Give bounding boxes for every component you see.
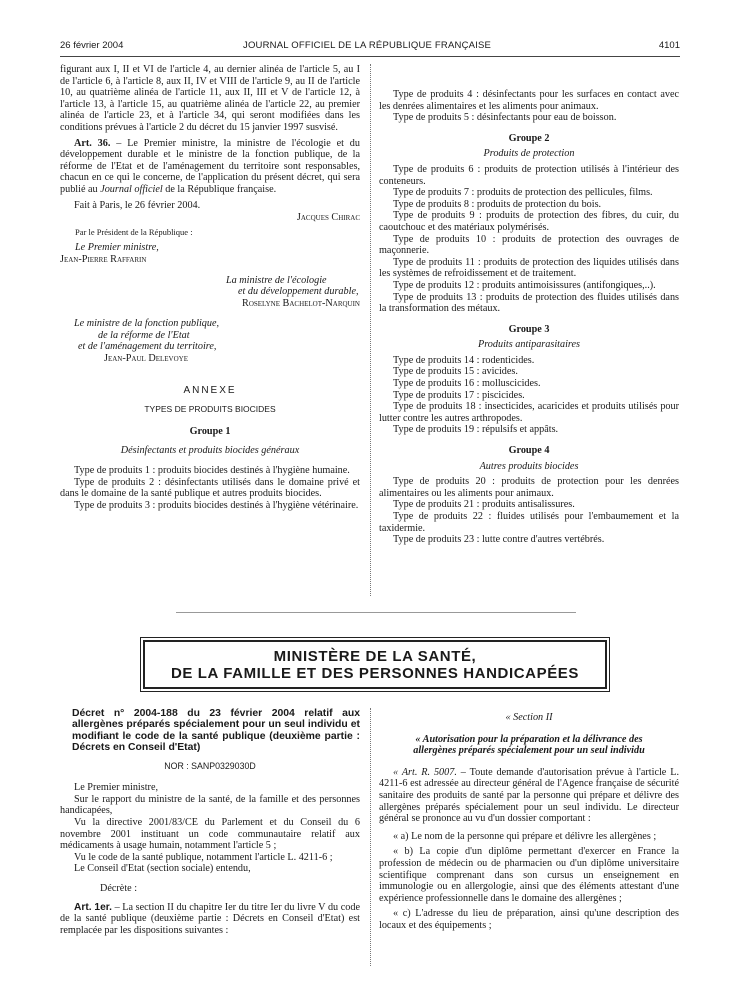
list-item: Type de produits 5 : désinfectants pour eau de boisson. (393, 112, 617, 124)
ministry-heading-box (143, 640, 607, 689)
list-item: Type de produits 10 : produits de protection des ouvrages de maçonnerie. (379, 233, 679, 257)
paragraph: Le Conseil d'Etat (section sociale) entendu, (74, 863, 251, 875)
page-header (60, 40, 680, 54)
annexe-heading: ANNEXE (183, 384, 237, 396)
group-2-subheading: Produits de protection (483, 148, 575, 160)
list-item: « a) Le nom de la personne qui prépare et délivre les allergènes ; (393, 830, 657, 842)
list-item: Type de produits 22 : fluides utilisés pour l'embaumement et la taxidermie. (379, 511, 679, 534)
bottom-right-column (379, 712, 679, 932)
group-4-subheading: Autres produits biocides (479, 460, 579, 472)
list-item: Type de produits 8 : produits de protection du bois. (393, 198, 602, 210)
ministry-line-2: DE LA FAMILLE ET DES PERSONNES HANDICAPÉES (170, 665, 580, 682)
list-item: « c) L'adresse du lieu de préparation, ainsi qu'une description des locaux et des équipements ; (379, 908, 679, 931)
list-item: Type de produits 3 : produits biocides destinés à l'hygiène vétérinaire. (74, 499, 359, 511)
list-item: Type de produits 19 : répulsifs et appâts. (393, 424, 559, 436)
pm-name: Jean-Pierre Raffarin (60, 253, 147, 265)
section-divider (176, 612, 576, 613)
eco-title-2: et du développement durable, (238, 286, 359, 298)
eco-title-1: La ministre de l'écologie (226, 274, 327, 286)
pm-title: Le Premier ministre, (75, 242, 159, 254)
section-heading: « Section II (505, 712, 553, 723)
article-r5007 (379, 767, 679, 825)
column-separator (370, 64, 371, 596)
fait-a-paris: Fait à Paris, le 26 février 2004. (74, 199, 201, 211)
journal-title: JOURNAL OFFICIEL DE LA RÉPUBLIQUE FRANÇAISE (243, 40, 492, 51)
fp-title-1: Le ministre de la fonction publique, (74, 318, 220, 330)
list-item: Type de produits 21 : produits antisalissures. (393, 499, 575, 511)
list-item: Type de produits 2 : désinfectants utilisés dans le domaine privé et dans le domaine de la santé publique et autres produits biocides. (60, 476, 360, 500)
types-heading: TYPES DE PRODUITS BIOCIDES (144, 404, 276, 415)
list-item: Type de produits 16 : molluscicides. (393, 378, 541, 390)
group-1-heading: Groupe 1 (189, 425, 231, 437)
header-date: 26 février 2004 (60, 40, 124, 51)
group-3-heading: Groupe 3 (508, 323, 550, 335)
section-subheading: « Autorisation pour la préparation et la délivrance des allergènes préparés spécialement pour un seul individu (413, 733, 645, 757)
decree-title: Décret n° 2004-188 du 23 février 2004 relatif aux allergènes préparés spécialement pour un seul individu et modifiant le code de la santé publique (deuxième partie : Décrets en Conseil d'Etat) (72, 708, 360, 754)
signer-chirac: Jacques Chirac (296, 212, 360, 224)
list-item: Type de produits 14 : rodenticides. (393, 354, 535, 366)
article-text: – Le Premier ministre, la ministre de l'écologie et du développement durable et le ministre de la fonction publique, de la réforme de l'Etat et de l'aménagement du territoire sont responsables, chacun en ce qui le concerne, de l'application du présent décret, qui sera publié au (60, 137, 360, 195)
journal-name: Journal officiel (100, 183, 163, 195)
top-right-column (379, 89, 679, 546)
list-item: Type de produits 1 : produits biocides destinés à l'hygiène humaine. (74, 465, 350, 477)
paragraph: Sur le rapport du ministre de la santé, de la famille et des personnes handicapées, (60, 793, 360, 817)
ministry-line-1: MINISTÈRE DE LA SANTÉ, (273, 648, 477, 665)
article-label: « Art. R. 5007. (393, 766, 457, 778)
header-rule (60, 56, 680, 57)
page-number: 4101 (658, 40, 680, 51)
paragraph: Le Premier ministre, (74, 782, 159, 794)
group-1-subheading: Désinfectants et produits biocides généraux (120, 445, 300, 457)
list-item: Type de produits 20 : produits de protection pour les denrées alimentaires ou les aliments pour animaux. (379, 476, 679, 499)
list-item: Type de produits 4 : désinfectants pour les surfaces en contact avec les denrées alimentaires et les aliments pour animaux. (379, 89, 679, 112)
article-label: Art. 1er. (74, 901, 112, 913)
group-3-subheading: Produits antiparasitaires (478, 339, 580, 351)
list-item: Type de produits 17 : piscicides. (393, 389, 525, 401)
list-item: Type de produits 6 : produits de protection utilisés à l'intérieur des conteneurs. (379, 163, 679, 187)
list-item: Type de produits 9 : produits de protection des fibres, du cuir, du caoutchouc et des matériaux polymérisés. (379, 210, 679, 233)
article-36 (60, 138, 360, 196)
article-text-end: de la République française. (162, 183, 277, 195)
nor-reference: NOR : SANP0329030D (164, 760, 256, 771)
list-item: Type de produits 11 : produits de protection des liquides utilisés dans les systèmes de refroidissement et de traitement. (379, 256, 679, 280)
list-item: « b) La copie d'un diplôme permettant d'exercer en France la profession de médecin ou de pharmacien ou d'un diplôme universitaire scientifique comprenant dans son cursus un enseignement en immunologie ou en allergologie, ainsi que des éléments attestant d'une expérience professionnelle dans le domaine des allergènes ; (379, 846, 679, 904)
list-item: Type de produits 13 : produits de protection des fluides utilisés dans la transformation des métaux. (379, 291, 679, 315)
par-president: Par le Président de la République : (75, 226, 193, 237)
list-item: Type de produits 18 : insecticides, acaricides et produits utilisés pour lutter contre les autres arthropodes. (379, 401, 679, 424)
group-4-heading: Groupe 4 (508, 445, 550, 457)
fp-name: Jean-Paul Delevoye (104, 353, 188, 365)
eco-name: Roselyne Bachelot-Narquin (242, 297, 360, 309)
bottom-left-column (60, 708, 360, 936)
group-2-heading: Groupe 2 (508, 132, 550, 144)
fp-title-3: et de l'aménagement du territoire, (78, 341, 217, 353)
column-separator (370, 708, 371, 966)
article-label: Art. 36. (74, 137, 111, 149)
list-item: Type de produits 15 : avicides. (393, 366, 518, 378)
paragraph: figurant aux I, II et VI de l'article 4, au dernier alinéa de l'article 5, au I de l'article 6, à l'article 8, aux II, IV et VIII de l'article 9, au II de l'article 10, au quatrième alinéa de l'article 11, aux II, III et V de l'article 12, à l'article 13, à l'article 15, au quatrième alinéa de l'article 22, au premier alinéa de l'article 23, et à l'article 34, qui seront modifiées dans les conditions prévues à l'article 2 du décret du 15 janvier 1997 susvisé. (60, 64, 360, 133)
list-item: Type de produits 12 : produits antimoisissures (antifongiques,..). (393, 279, 656, 291)
paragraph: Vu le code de la santé publique, notamment l'article L. 4211-6 ; (74, 851, 333, 863)
paragraph: Vu la directive 2001/83/CE du Parlement et du Conseil du 6 novembre 2001 instituant un code communautaire relatif aux médicaments à usage humain, notamment l'article 5 ; (60, 817, 360, 852)
list-item: Type de produits 7 : produits de protection des pellicules, films. (393, 187, 653, 199)
article-text: – La section II du chapitre Ier du titre Ier du livre V du code de la santé publique (deuxième partie : Décrets en Conseil d'Etat) est remplacée par les dispositions suivantes : (60, 901, 360, 936)
top-left-column (60, 64, 360, 511)
article-text: – Toute demande d'autorisation prévue à l'article L. 4211-6 est adressée au directeur général de l'Agence française de sécurité sanitaire des produits de santé par la personne qui prépare et délivre des allergènes préparés spécialement pour un seul individu. Le directeur général se prononce au vu d'un dossier comportant : (379, 766, 679, 825)
list-item: Type de produits 23 : lutte contre d'autres vertébrés. (393, 534, 605, 546)
fp-title-2: de la réforme de l'Etat (98, 329, 190, 341)
article-1 (60, 902, 360, 937)
decrete: Décrète : (100, 882, 138, 894)
